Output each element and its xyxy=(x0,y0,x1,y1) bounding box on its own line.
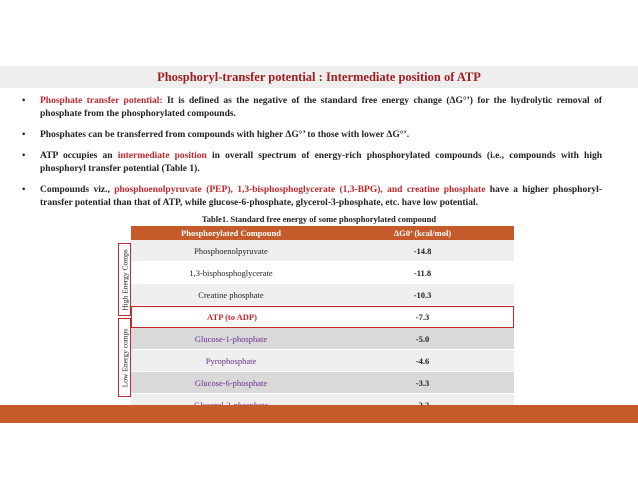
bullet-highlight: phosphoenolpyruvate (PEP), 1,3-bisphosphoglycerate (1,3-BPG), and creatine phosphate xyxy=(114,185,486,195)
high-energy-group-label xyxy=(118,243,131,316)
table-caption: Table1. Standard free energy of some phosphorylated compound xyxy=(201,214,437,224)
slide-title: Phosphoryl-transfer potential : Intermediate position of ATP xyxy=(157,69,481,84)
title-bar xyxy=(0,66,638,88)
bullet-item xyxy=(22,150,602,176)
bullet-text: Phosphates can be transferred from compounds with higher ΔG°’ to those with lower ΔG°’. xyxy=(40,130,410,140)
bullet-text: ATP occupies an xyxy=(40,151,118,161)
bullet-lead: Phosphate transfer potential: xyxy=(40,96,163,106)
footer-bar xyxy=(0,405,638,423)
compound-cell: Glucose-1-phosphate xyxy=(194,333,268,344)
value-cell: -5.0 xyxy=(415,333,430,344)
compound-cell: Pyrophosphate xyxy=(205,355,257,366)
table-row xyxy=(131,350,514,372)
side-label-low: Low Energy comps xyxy=(120,328,129,387)
table-row xyxy=(131,240,514,262)
value-cell: -11.8 xyxy=(413,267,432,278)
compound-cell: Phosphoenolpyruvate xyxy=(194,245,268,256)
compound-cell: ATP (to ADP) xyxy=(207,312,257,322)
table-row xyxy=(131,262,514,284)
side-label-high: High Energy Comps xyxy=(120,248,129,311)
bullet-text: in overall spectrum of energy-rich phosphorylated compounds (i.e., compounds with high phosphoryl transfer potential (Table 1). xyxy=(40,151,603,174)
bullet-item xyxy=(22,129,602,142)
value-cell: -7.3 xyxy=(415,312,430,322)
low-energy-group-label xyxy=(118,318,131,397)
bullet-text: It is defined as the negative of the standard free energy change (ΔG°’) for the hydrolytic removal of phosphate from the phosphorylated compounds. xyxy=(40,96,602,119)
bullet-item xyxy=(22,95,602,121)
table-row xyxy=(131,372,514,394)
value-cell: -4.6 xyxy=(415,355,430,366)
table-row xyxy=(131,284,514,306)
bullet-text: have a higher phosphoryl-transfer potential than that of ATP, while glucose-6-phosphate, glycerol-3-phosphate, etc. have low potential. xyxy=(40,185,602,208)
bullet-dot: • xyxy=(22,151,26,161)
table-row-atp xyxy=(131,306,514,328)
bullet-dot: • xyxy=(22,130,26,140)
bullet-dot: • xyxy=(22,185,26,195)
value-cell: -10.3 xyxy=(413,289,432,300)
bullet-item xyxy=(22,184,602,210)
compound-cell: 1,3-bisphosphoglycerate xyxy=(189,267,273,278)
compound-cell: Creatine phosphate xyxy=(198,289,264,300)
table-header xyxy=(131,226,514,240)
header-compound: Phosphorylated Compound xyxy=(181,228,281,238)
bullet-highlight: intermediate position xyxy=(117,151,207,161)
bullet-list xyxy=(22,95,602,218)
value-cell: -14.8 xyxy=(413,245,432,256)
bullet-text: Compounds viz., xyxy=(40,185,115,195)
energy-table xyxy=(131,226,514,416)
compound-cell: Glucose-6-phosphate xyxy=(194,377,268,388)
bullet-dot: • xyxy=(22,96,26,106)
header-delta-g: ΔG0’ (kcal/mol) xyxy=(393,228,452,238)
table-row xyxy=(131,328,514,350)
value-cell: -3.3 xyxy=(415,377,430,388)
